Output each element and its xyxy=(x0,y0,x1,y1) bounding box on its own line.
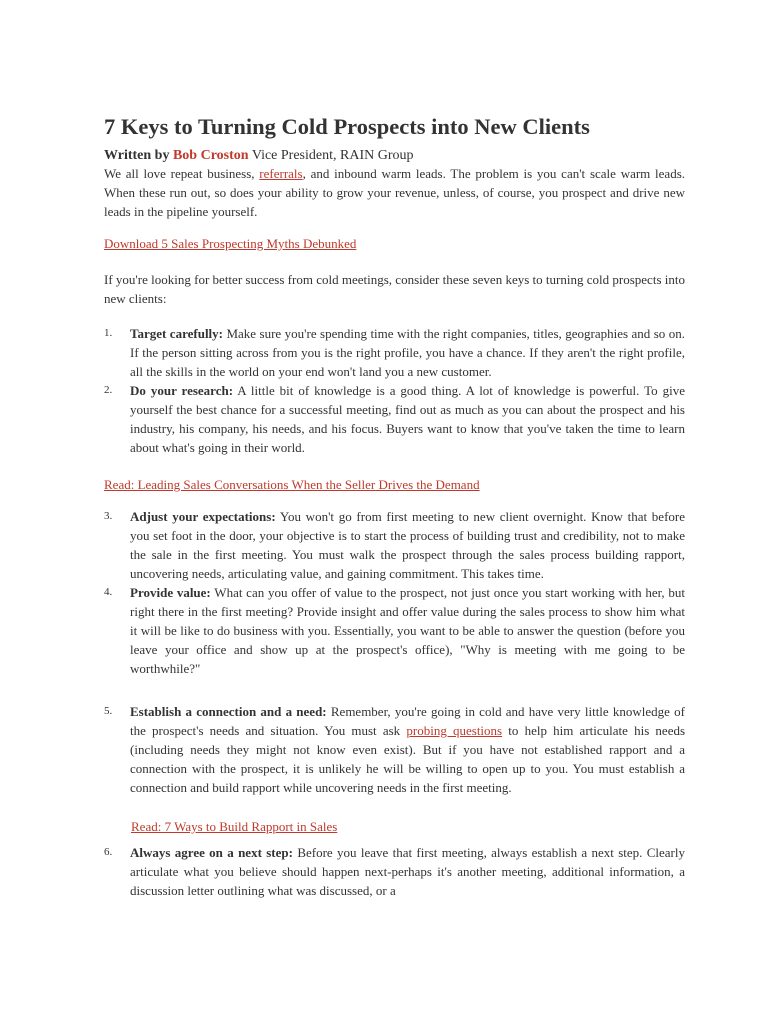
lead-paragraph: If you're looking for better success from cold meetings, consider these seven keys to turning cold prospects into new clients: xyxy=(104,272,685,306)
list-item xyxy=(104,507,685,583)
key-text: A little bit of knowledge is a good thing. A lot of knowledge is powerful. To give yourself the best chance for a successful meeting, find out as much as you can about the prospect and his industry, his company, his needs, and his focus. Buyers want to know that you've taken the time to learn about what's going in their world. xyxy=(130,383,685,455)
author-name: Bob Croston xyxy=(172,148,249,163)
keys-list-part4 xyxy=(104,843,685,900)
author-role: Vice President, RAIN Group xyxy=(251,148,414,163)
key-text: Make sure you're spending time with the right companies, titles, geographies and so on. If the person sitting across from you is the right profile, you have a chance. If they aren't the right profile, all the skills in the world on your end won't land you a new customer. xyxy=(130,326,685,379)
byline xyxy=(104,146,414,165)
key-text: What can you offer of value to the prospect, not just once you start working with her, but right there in the first meeting? Provide insight and offer value during the sales process to show him what it will be like to do business with you. Essentially, you want to be able to answer the question (before you leave your office and show up at the prospect's office), "Why is meeting with me going to be worthwhile?" xyxy=(130,585,686,676)
key-heading: Target carefully: xyxy=(130,326,223,341)
intro-paragraph xyxy=(104,164,685,221)
key-text-after-link: to help him articulate his needs (including needs they might not know even exist). But if you have not established rapport and a connection with the prospect, it is unlikely he will be willing to open up to you. You must establish a connection and build rapport while uncovering needs in the first meeting. xyxy=(130,723,686,795)
key-text: You won't go from first meeting to new client overnight. Know that before you set foot in the door, your objective is to start the process of building trust and credibility, not to make the sale in the first meeting. You must walk the prospect through the sales process building rapport, uncovering needs, articulating value, and gaining commitment. This takes time. xyxy=(130,509,685,581)
key-heading: Always agree on a next step: xyxy=(130,845,293,860)
keys-list-part1 xyxy=(104,324,685,457)
list-number: 4. xyxy=(104,586,113,598)
read-link-sales-conversations[interactable]: Read: Leading Sales Conversations When the Seller Drives the Demand xyxy=(104,477,480,492)
keys-list-part3 xyxy=(104,702,685,797)
list-number: 5. xyxy=(104,705,113,717)
keys-list-part2 xyxy=(104,507,685,678)
intro-text-after: , and inbound warm leads. The problem is you can't scale warm leads. When these run out, so does your ability to grow your revenue, unless, of course, you prospect and drive new leads in the pipeline yourself. xyxy=(104,166,686,219)
byline-prefix: Written by xyxy=(104,148,170,163)
key-heading: Adjust your expectations: xyxy=(130,509,276,524)
list-item xyxy=(104,702,685,797)
key-heading: Establish a connection and a need: xyxy=(130,704,327,719)
list-number: 3. xyxy=(104,510,113,522)
key-text: Before you leave that first meeting, always establish a next step. Clearly articulate what you believe should happen next-perhaps it's another meeting, additional information, a discussion letter outlining what was discussed, or a xyxy=(130,845,685,898)
article-title: 7 Keys to Turning Cold Prospects into New Clients xyxy=(104,114,590,139)
list-item xyxy=(104,324,685,381)
list-item xyxy=(104,583,685,678)
probing-questions-link[interactable]: probing questions xyxy=(406,723,503,738)
list-number: 1. xyxy=(104,327,113,339)
list-item xyxy=(104,843,685,900)
list-number: 2. xyxy=(104,384,113,396)
key-heading: Provide value: xyxy=(130,585,211,600)
referrals-link[interactable]: referrals xyxy=(259,166,303,181)
intro-text-before: We all love repeat business, xyxy=(104,166,255,181)
key-text-before-link: Remember, you're going in cold and have very little knowledge of the prospect's needs and situation. You must ask xyxy=(130,704,685,738)
list-number: 6. xyxy=(104,846,113,858)
list-item xyxy=(104,381,685,457)
key-heading: Do your research: xyxy=(130,383,234,398)
download-link[interactable]: Download 5 Sales Prospecting Myths Debunked xyxy=(104,236,357,251)
read-link-build-rapport[interactable]: Read: 7 Ways to Build Rapport in Sales xyxy=(131,819,338,834)
